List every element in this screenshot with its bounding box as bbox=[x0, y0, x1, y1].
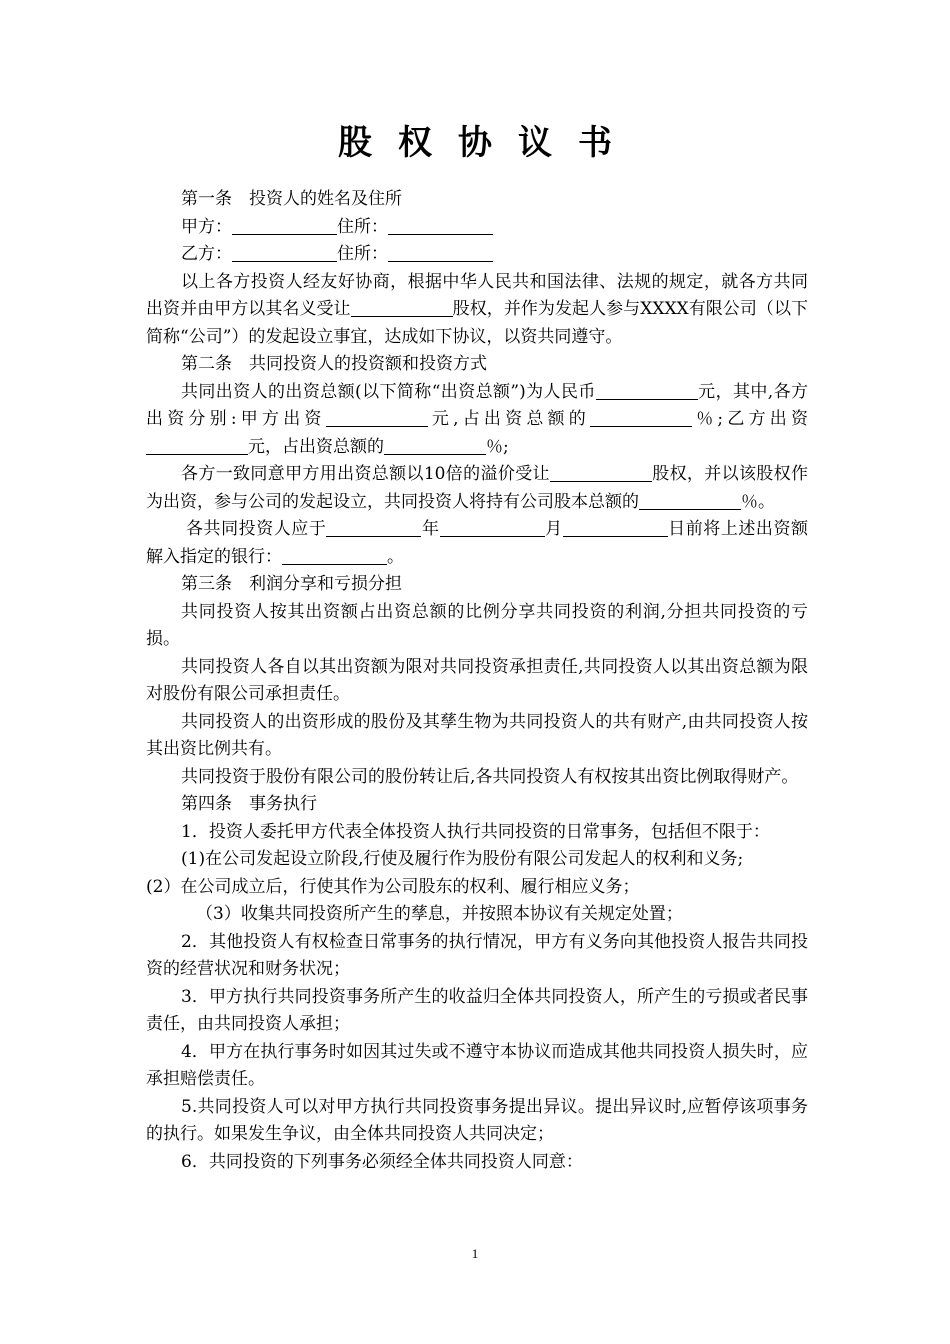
party-a-name-blank[interactable] bbox=[232, 216, 337, 235]
text: ％; bbox=[486, 436, 509, 457]
text: ％。 bbox=[741, 491, 775, 512]
party-b-name-blank[interactable] bbox=[232, 243, 337, 262]
article4-item-1-1: (1)在公司发起设立阶段,行使及履行作为股份有限公司发起人的权利和义务; bbox=[181, 849, 744, 869]
text: 日前将上述出资额解入指定的银行： bbox=[146, 519, 809, 567]
share-percent-blank[interactable] bbox=[639, 491, 741, 510]
equity-blank[interactable] bbox=[351, 298, 453, 317]
article3-paragraph-2: 共同投资人各自以其出资额为限对共同投资承担责任,共同投资人以其出资总额为限对股份有限公司承担责任。 bbox=[146, 656, 808, 704]
article4-item-1-2: (2）在公司成立后，行使其作为公司股东的权利、履行相应义务； bbox=[146, 876, 640, 897]
document-title: 股权协议书 bbox=[338, 123, 638, 163]
intro-text-2: 股权，并作为发起人参与XXXX有限公司（以下简称“公司”）的发起设立事宜，达成如下协议，以资共同遵守。 bbox=[146, 299, 809, 347]
party-b-address-blank[interactable] bbox=[388, 243, 493, 262]
article4-item-3: 3．甲方执行共同投资事务所产生的收益归全体共同投资人，所产生的亏损或者民事责任，由共同投资人承担； bbox=[146, 986, 808, 1034]
day-blank[interactable] bbox=[563, 518, 668, 537]
article3-heading bbox=[146, 571, 808, 599]
party-a-address-blank[interactable] bbox=[388, 216, 493, 235]
party-a-label: 甲方： bbox=[181, 216, 232, 237]
text: 月 bbox=[544, 519, 563, 539]
article1-intro bbox=[146, 269, 808, 352]
party-a-amount-blank[interactable] bbox=[326, 408, 428, 427]
article4-item-1-3: （3）收集共同投资所产生的孳息，并按照本协议有关规定处置； bbox=[196, 904, 683, 924]
article-number: 第二条 bbox=[181, 354, 232, 374]
article2-heading bbox=[146, 351, 808, 379]
text: ％;乙方出资 bbox=[691, 409, 808, 429]
party-b-label: 乙方： bbox=[181, 244, 232, 264]
total-amount-blank[interactable] bbox=[596, 381, 698, 400]
intro-text-1: 以上各方投资人经友好协商，根据中华人民共和国法律、法规的规定，就各方共同出资并由甲方以其名义受让 bbox=[146, 271, 808, 319]
document-body bbox=[146, 186, 808, 1176]
article4-item-6: 6．共同投资的下列事务必须经全体共同投资人同意： bbox=[181, 1151, 583, 1172]
article-number: 第三条 bbox=[181, 574, 232, 594]
bank-blank[interactable] bbox=[282, 546, 387, 565]
article-title: 利润分享和亏损分担 bbox=[249, 574, 402, 594]
party-a-address-label: 住所： bbox=[337, 216, 388, 237]
party-b-amount-blank[interactable] bbox=[146, 436, 248, 455]
text: 股权，并以该股权作为出资，参与公司的发起设立，共同投资人将持有公司股本总额的 bbox=[146, 464, 808, 512]
text: 年 bbox=[421, 519, 440, 539]
party-b-address-label: 住所： bbox=[337, 244, 388, 264]
article4-item-5: 5.共同投资人可以对甲方执行共同投资事务提出异议。提出异议时,应暂停该项事务的执行。如果发生争议，由全体共同投资人共同决定； bbox=[146, 1096, 808, 1144]
text: 共同出资人的出资总额(以下简称“出资总额”)为人民币 bbox=[181, 381, 596, 402]
article4-heading bbox=[146, 791, 808, 819]
party-b-percent-blank[interactable] bbox=[384, 436, 486, 455]
text: 各共同投资人应于 bbox=[186, 519, 327, 539]
article2-paragraph-3 bbox=[146, 516, 808, 571]
text: 元，占出资总额的 bbox=[248, 436, 384, 457]
text: 元，其中,各方出资分别:甲方出资 bbox=[146, 381, 808, 429]
page-number: 1 bbox=[471, 1246, 479, 1261]
text: 。 bbox=[387, 546, 404, 567]
month-blank[interactable] bbox=[440, 518, 545, 537]
transfer-equity-blank[interactable] bbox=[550, 463, 652, 482]
article-number: 第四条 bbox=[181, 794, 232, 814]
article2-paragraph-1 bbox=[146, 379, 808, 462]
article-title: 共同投资人的投资额和投资方式 bbox=[249, 354, 487, 374]
article4-item-1: 1．投资人委托甲方代表全体投资人执行共同投资的日常事务，包括但不限于： bbox=[181, 821, 770, 842]
text: 元,占出资总额的 bbox=[427, 409, 590, 429]
article3-paragraph-4: 共同投资于股份有限公司的股份转让后,各共同投资人有权按其出资比例取得财产。 bbox=[181, 766, 799, 787]
party-a-percent-blank[interactable] bbox=[590, 408, 692, 427]
article4-item-2: 2．其他投资人有权检查日常事务的执行情况，甲方有义务向其他投资人报告共同投资的经营状况和财务状况； bbox=[146, 931, 808, 979]
article2-paragraph-2 bbox=[146, 461, 808, 516]
article1-heading bbox=[146, 186, 808, 214]
article3-paragraph-1: 共同投资人按其出资额占出资总额的比例分享共同投资的利润,分担共同投资的亏损。 bbox=[146, 601, 808, 649]
year-blank[interactable] bbox=[326, 518, 421, 537]
party-b-line bbox=[146, 241, 808, 269]
article-title: 投资人的姓名及住所 bbox=[249, 189, 402, 209]
party-a-line bbox=[146, 214, 808, 242]
text: 各方一致同意甲方用出资总额以10倍的溢价受让 bbox=[181, 464, 550, 484]
article3-paragraph-3: 共同投资人的出资形成的股份及其孳生物为共同投资人的共有财产,由共同投资人按其出资比例共有。 bbox=[146, 711, 808, 759]
article4-item-4: 4．甲方在执行事务时如因其过失或不遵守本协议而造成其他共同投资人损失时，应承担赔偿责任。 bbox=[146, 1041, 808, 1089]
article-title: 事务执行 bbox=[249, 794, 317, 814]
article-number: 第一条 bbox=[181, 189, 232, 209]
